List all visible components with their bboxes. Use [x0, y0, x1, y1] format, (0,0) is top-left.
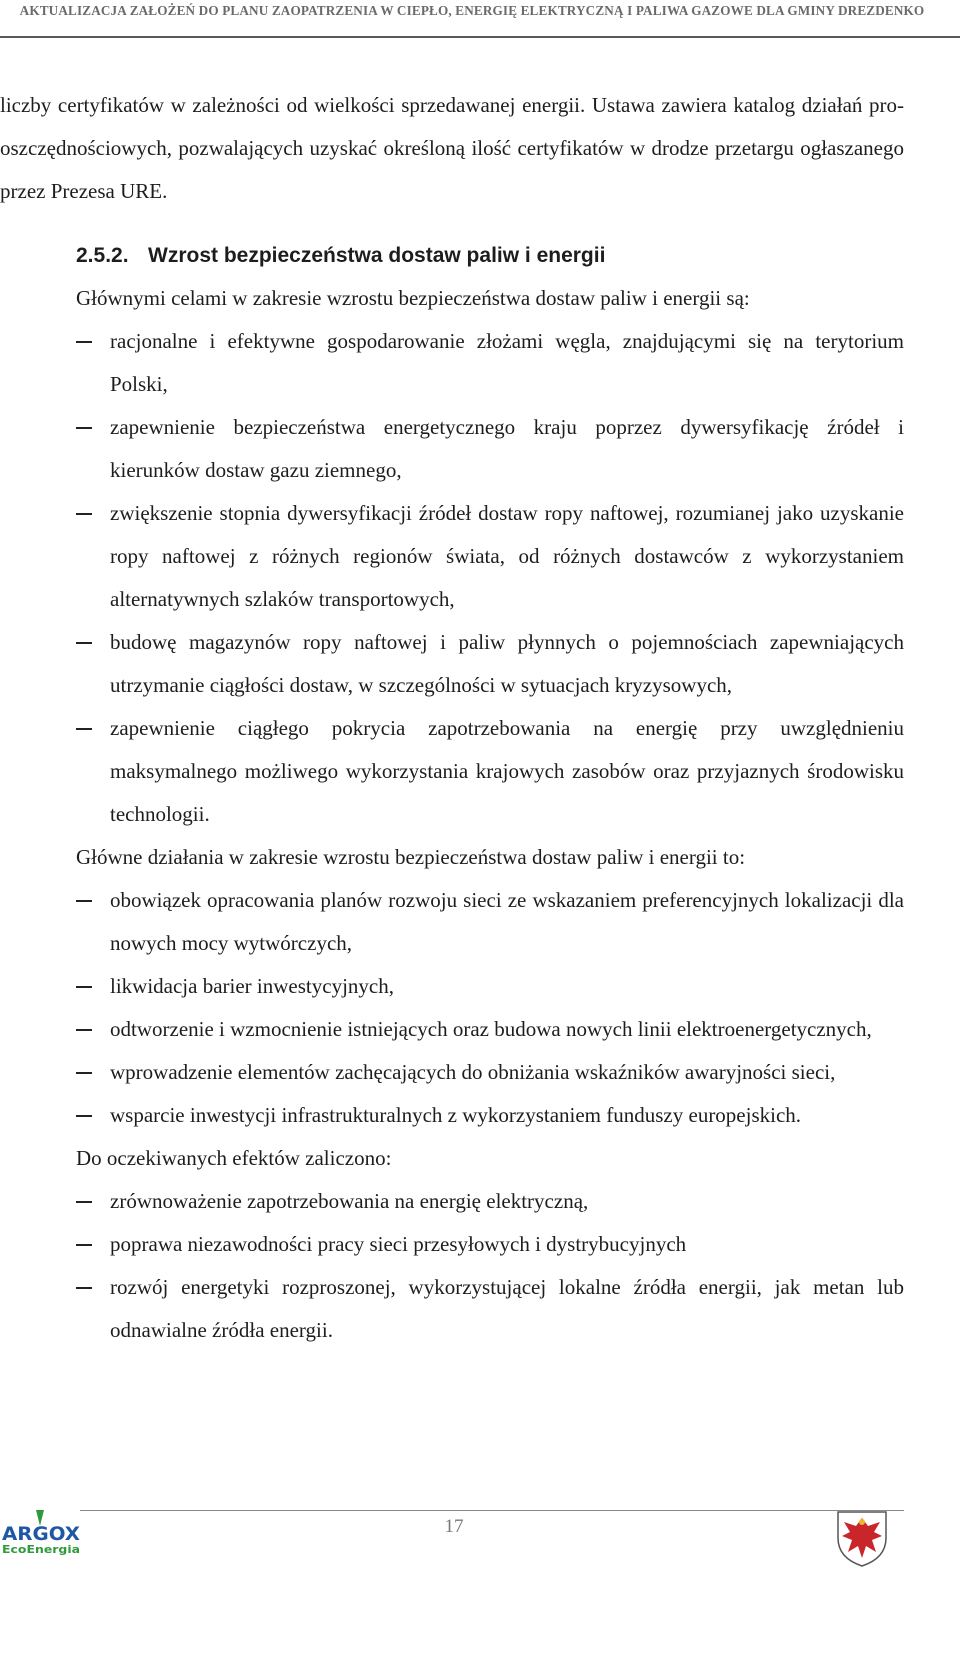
argox-logo: [0, 1508, 84, 1556]
page-body: [0, 84, 904, 1352]
footer-divider: [80, 1510, 904, 1511]
effects-lead: Do oczekiwanych efektów zaliczono:: [76, 1146, 392, 1170]
list-item: zrównoważenie zapotrzebowania na energię elektryczną,: [0, 1180, 904, 1223]
list-item: poprawa niezawodności pracy sieci przesyłowych i dystrybucyjnych: [0, 1223, 904, 1266]
header-title: AKTUALIZACJA ZAŁOŻEŃ DO PLANU ZAOPATRZENIA W CIEPŁO, ENERGIĘ ELEKTRYCZNĄ I PALIWA GAZOWE DLA GMINY DREZDENKO: [19, 3, 925, 18]
list-item: zapewnienie ciągłego pokrycia zapotrzebowania na energię przy uwzględnieniu maksymalnego możliwego wykorzystania krajowych zasobów oraz przyjaznych środowisku technologii.: [0, 707, 904, 836]
dash-bullet: [76, 642, 92, 644]
section-title: Wzrost bezpieczeństwa dostaw paliw i energii: [148, 244, 606, 267]
section-number: 2.5.2.: [76, 244, 129, 267]
list-item: rozwój energetyki rozproszonej, wykorzystującej lokalne źródła energii, jak metan lub odnawialne źródła energii.: [0, 1266, 904, 1352]
dash-bullet: [76, 986, 92, 988]
list-item: wsparcie inwestycji infrastrukturalnych z wykorzystaniem funduszy europejskich.: [0, 1094, 904, 1137]
list-item: budowę magazynów ropy naftowej i paliw płynnych o pojemnościach zapewniających utrzymanie ciągłości dostaw, w szczególności w sytuacjach kryzysowych,: [0, 621, 904, 707]
dash-bullet: [76, 728, 92, 730]
dash-bullet: [76, 341, 92, 343]
dash-bullet: [76, 1201, 92, 1203]
section-heading: [76, 234, 904, 277]
list-item: zwiększenie stopnia dywersyfikacji źródeł dostaw ropy naftowej, rozumianej jako uzyskanie ropy naftowej z różnych regionów świata, od różnych dostawców z wykorzystaniem alternatywnych szlaków transportowych,: [0, 492, 904, 621]
intro-paragraph: liczby certyfikatów w zależności od wielkości sprzedawanej energii. Ustawa zawiera katalog działań pro-oszczędnościowych, pozwalających uzyskać określoną ilość certyfikatów w drodze przetargu ogłaszanego przez Prezesa URE.: [0, 93, 904, 203]
goals-lead: Głównymi celami w zakresie wzrostu bezpieczeństwa dostaw paliw i energii są:: [76, 286, 750, 310]
dash-bullet: [76, 427, 92, 429]
list-item: odtworzenie i wzmocnienie istniejących oraz budowa nowych linii elektroenergetycznych,: [0, 1008, 904, 1051]
list-item: zapewnienie bezpieczeństwa energetycznego kraju poprzez dywersyfikację źródeł i kierunków dostaw gazu ziemnego,: [0, 406, 904, 492]
logo-subtitle: EcoEnergia: [2, 1543, 80, 1556]
running-header: [0, 0, 960, 38]
dash-bullet: [76, 900, 92, 902]
actions-lead: Główne działania w zakresie wzrostu bezpieczeństwa dostaw paliw i energii to:: [76, 845, 746, 869]
coat-of-arms-icon: [832, 1508, 892, 1568]
dash-bullet: [76, 1029, 92, 1031]
goals-list: [0, 320, 904, 836]
dash-bullet: [76, 1115, 92, 1117]
dash-bullet: [76, 1072, 92, 1074]
list-item: racjonalne i efektywne gospodarowanie złożami węgla, znajdującymi się na terytorium Polski,: [0, 320, 904, 406]
list-item: obowiązek opracowania planów rozwoju sieci ze wskazaniem preferencyjnych lokalizacji dla nowych mocy wytwórczych,: [0, 879, 904, 965]
dash-bullet: [76, 1287, 92, 1289]
dash-bullet: [76, 513, 92, 515]
list-item: likwidacja barier inwestycyjnych,: [0, 965, 904, 1008]
effects-list: [0, 1180, 904, 1352]
dash-bullet: [76, 1244, 92, 1246]
list-item: wprowadzenie elementów zachęcających do obniżania wskaźników awaryjności sieci,: [0, 1051, 904, 1094]
logo-wordmark: ARGOX: [2, 1523, 81, 1545]
actions-list: [0, 879, 904, 1137]
page-number: 17: [444, 1516, 464, 1537]
